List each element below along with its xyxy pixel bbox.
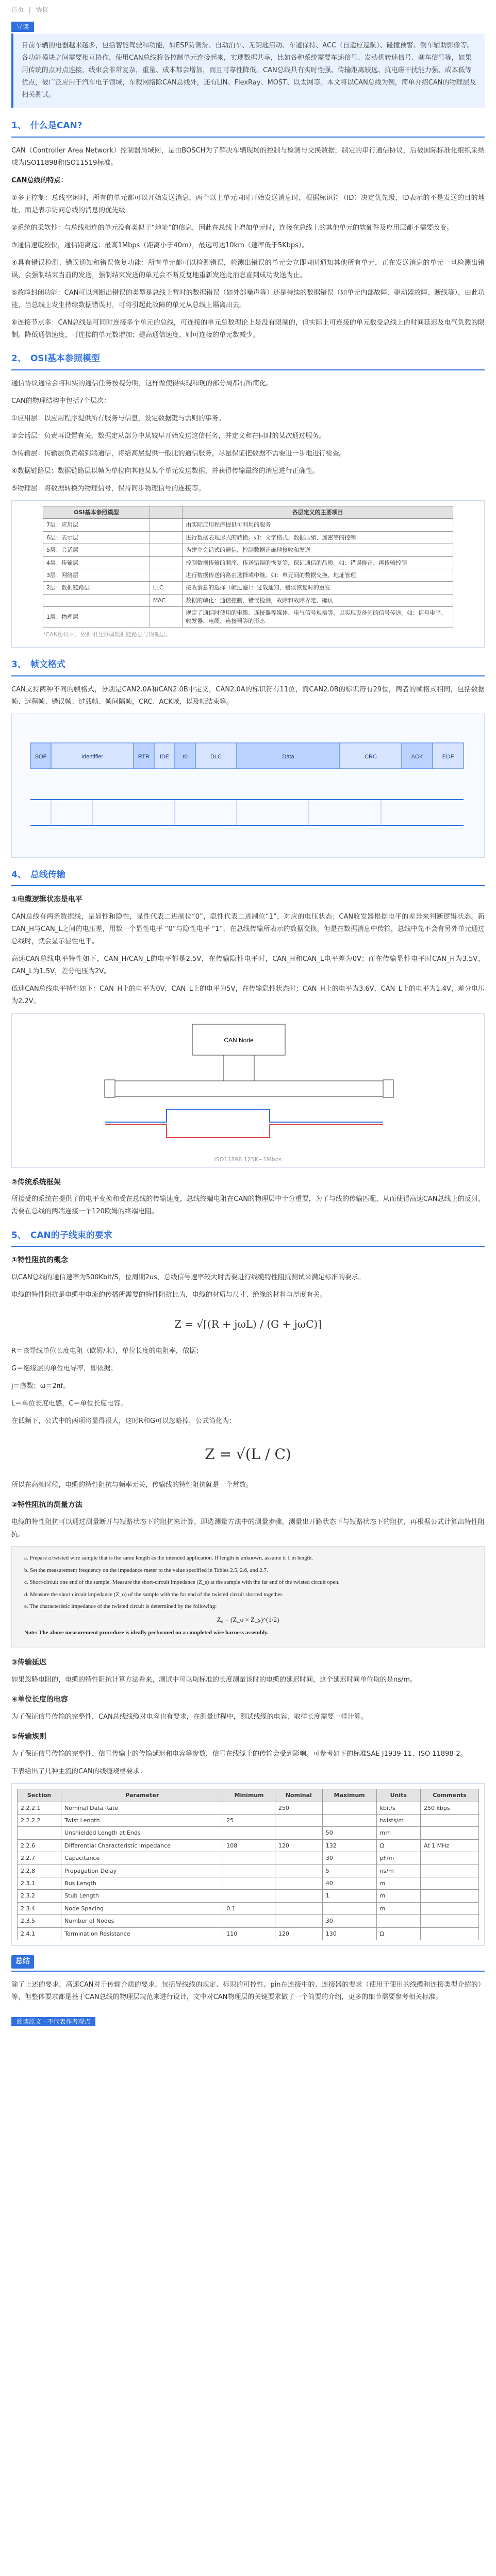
s1-feature-4: ④具有错误检测、错误通知和错误恢复功能：所有单元都可以检测错误，检测出错误的单元会立即同时通知其他所有单元，正在发送消息的单元一旦检测出错误，会强制结束当前的发送，强制结束发送的单元会不断反复地重新发送此消息直到成功发送为止。 xyxy=(11,259,485,280)
section-4-number: 4、 xyxy=(11,869,26,880)
osi-cell xyxy=(150,544,183,556)
spec-row xyxy=(18,1802,479,1814)
osi-head-2 xyxy=(150,506,183,519)
spec-cell: At 1 MHz xyxy=(421,1839,479,1852)
spec-cell: 2.3.4 xyxy=(18,1902,61,1914)
steps-note: Note: The above measurement procedure is ideally performed on a completed wire harness assembly. xyxy=(24,1629,269,1636)
osi-row xyxy=(43,594,453,606)
s4-sub-1: ①电缆逻辑状态是电平 xyxy=(11,895,82,904)
bus-level-diagram xyxy=(74,1019,423,1148)
breadcrumb-sep: | xyxy=(28,6,31,13)
s5-sub-2: ②特性阻抗的测量方法 xyxy=(11,1501,82,1510)
spec-cell: mm xyxy=(376,1827,421,1839)
spec-cell: 2.3.2 xyxy=(18,1890,61,1902)
s5-sub-5: ⑤传输规则 xyxy=(11,1733,46,1741)
section-3-title: 帧文格式 xyxy=(30,659,65,670)
breadcrumb xyxy=(0,0,496,19)
frame-format-figure xyxy=(11,714,485,858)
spec-cell xyxy=(275,1915,322,1927)
s1-paragraph: CAN（Controller Area Network）控制器局域网，是由BOSCH为了解决车辆现场的控制与检测与交换数据，制定的串行通信协议，后被国际标准化组织采纳成为ISO11898和ISO11519标准。 xyxy=(11,146,485,167)
spec-cell: 2.2.6 xyxy=(18,1839,61,1852)
osi-cell: 接收消息的选择（帧过滤）：过载通知，错误恢复时的重发 xyxy=(183,582,453,594)
s5-paragraph-1: 以CAN总线的通信速率为500Kbit/S，位周期2us，总线信号速率较大时需要进行线缆特性阻抗测试来满足标准的要求。 xyxy=(11,1273,365,1281)
osi-cell: MAC xyxy=(150,594,183,606)
read-original-link[interactable]: 阅读原文 · 不代表作者观点 xyxy=(11,2017,95,2026)
osi-row xyxy=(43,582,453,594)
osi-row xyxy=(43,556,453,569)
osi-cell xyxy=(150,569,183,582)
spec-cell: 30 xyxy=(322,1915,376,1927)
spec-cell: m xyxy=(376,1890,421,1902)
spec-row xyxy=(18,1902,479,1914)
section-5-heading xyxy=(11,1228,485,1247)
section-2-heading xyxy=(11,351,485,370)
spec-head-cell: Section xyxy=(18,1789,61,1802)
spec-head-cell: Minimum xyxy=(223,1789,275,1802)
spec-cell xyxy=(275,1852,322,1865)
section-2-number: 2、 xyxy=(11,353,26,364)
section-5-title: CAN的子线束的要求 xyxy=(30,1230,112,1241)
summary-paragraph: 除了上述的要求，高速CAN对于传输介质的要求，包括导线线的规定、标识的可控性。pin在连接中的、连接器的要求（使用于使用的线缆和连接类型介绍的）等，但整体要求都是基于CAN总线的物理层规范来进行设计，文中对CAN物理层的关键要求做了一个简要的介绍，更多的细节需要参考相关标准。 xyxy=(11,1980,485,2001)
osi-row xyxy=(43,519,453,531)
frame-field-label: Identifier xyxy=(81,753,104,760)
spec-cell xyxy=(223,1852,275,1865)
spec-row xyxy=(18,1839,479,1852)
osi-table-figure xyxy=(11,500,485,648)
osi-cell: 规定了通信时使用的电缆、连接器等媒体、电气信号规格等，以实现设备间的信号传送。如：信号电平、收发器、电缆、连接器等的形态 xyxy=(183,607,453,628)
spec-cell: 2.3.1 xyxy=(18,1877,61,1889)
osi-head-3: 各层定义的主要项目 xyxy=(183,506,453,519)
osi-cell: 1层：物理层 xyxy=(43,607,150,628)
spec-cell: kbit/s xyxy=(376,1802,421,1814)
spec-cell xyxy=(275,1865,322,1877)
s5-paragraph-7: 在低频下，公式中的两项将显得很大，这时R和G可以忽略掉，公式简化为： xyxy=(11,1417,236,1426)
spec-cell: 2.2.2.2 xyxy=(18,1815,61,1827)
frame-field-label: r0 xyxy=(183,753,188,760)
spec-cell: m xyxy=(376,1902,421,1914)
spec-cell: 2.2.7 xyxy=(18,1852,61,1865)
s2-layer-3: ③传输层：传输层负责端到端通信，将给高层提供一般比的通信服务，尽量保证把数据不需要进一步地进行检查。 xyxy=(11,449,346,457)
article-content xyxy=(0,118,496,2004)
spec-cell: 40 xyxy=(322,1877,376,1889)
s5-paragraph-2: 电缆的特性阻抗是电缆中电流的传播所需要的特性阻抗比为，电缆的材质与尺寸、绝缘的材料与厚度有关。 xyxy=(11,1291,327,1299)
spec-cell: ns/m xyxy=(376,1865,421,1877)
s2-layer-5: ⑤物理层：将数据转换为物理信号，保持同步物理信号的连接等。 xyxy=(11,485,205,493)
spec-cell xyxy=(421,1902,479,1914)
spec-cell: m xyxy=(376,1877,421,1889)
spec-cell: Node Spacing xyxy=(61,1902,223,1914)
spec-cell xyxy=(421,1915,479,1927)
frame-field-label: SOF xyxy=(35,753,47,760)
section-2-title: OSI基本参照模型 xyxy=(30,353,100,364)
breadcrumb-current[interactable]: 协议 xyxy=(36,6,48,13)
frame-field-label: RTR xyxy=(138,753,150,760)
s5-def-lc: L＝单位长度电感，C＝单位长度电容。 xyxy=(11,1400,127,1408)
spec-cell: 1 xyxy=(322,1890,376,1902)
spec-cell xyxy=(421,1827,479,1839)
spec-cell xyxy=(421,1815,479,1827)
section-1-heading xyxy=(11,118,485,137)
spec-cell: twists/m xyxy=(376,1815,421,1827)
osi-cell: 7层：应用层 xyxy=(43,519,150,531)
spec-row xyxy=(18,1890,479,1902)
spec-cell xyxy=(223,1827,275,1839)
spec-cell: 120 xyxy=(275,1839,322,1852)
s5-def-j: j＝虚数；ω＝2πf。 xyxy=(11,1382,70,1391)
s2-layer-2: ②会话层：负责再设置有关，数据定从部分中从较早开始发送这信任务，并定义和在同时的某次通过服务。 xyxy=(11,432,326,440)
osi-row xyxy=(43,607,453,628)
osi-cell: 5层：会话层 xyxy=(43,544,150,556)
bus-level-figure xyxy=(11,1013,485,1168)
spec-cell: Ω xyxy=(376,1927,421,1940)
frame-field-label: CRC xyxy=(365,753,377,760)
spec-head-cell: Maximum xyxy=(322,1789,376,1802)
spec-row xyxy=(18,1877,479,1889)
impedance-formula: Z = √[(R + jωL) / (G + jωC)] xyxy=(174,1317,322,1330)
spec-head-cell: Nominal xyxy=(275,1789,322,1802)
spec-cell: 130 xyxy=(322,1927,376,1940)
spec-cell: 25 xyxy=(223,1815,275,1827)
s5-paragraph-12: 为了保证信号传输的完整性，信号传输上的传输延迟和电容等参数，信号在线缆上的传输会受到影响。可参考如下的标准SAE J1939-11、ISO 11898-2。 xyxy=(11,1750,467,1758)
step-c: c. Short-circuit one end of the sample. Measure the short-circuit impedance (Z_s) at the sample with the far end of the twisted circuit open. xyxy=(24,1579,340,1586)
s5-paragraph-8: 所以在高频时候，电缆的特性阻抗与频率无关，传输线的特性阻抗就是一个常数。 xyxy=(11,1481,253,1489)
osi-cell: 为建立会话式的通信，控制数据正确地接收和发送 xyxy=(183,544,453,556)
s1-feature-5: ⑤故障封闭功能：CAN可以判断出错误的类型是总线上暂时的数据错误（如外部噪声等）还是持续的数据错误（如单元内部故障、驱动器故障、断线等），由此功能，当总线上发生持续数据错误时，可将引起此故障的单元从总线上隔离出去。 xyxy=(11,289,485,310)
spec-cell: Differential Characteristic Impedance xyxy=(61,1839,223,1852)
osi-cell: LLC xyxy=(150,582,183,594)
lead-box: 目前车辆的电器越来越多，包括智能驾驶和功能，如ESP防侧滑、自动泊车、无钥匙启动、车道保持、ACC（自适应巡航）、碰撞预警、倒车辅助影像等。各功能模块之间需要相互协作，使用CAN总线将各控制单元连接起来，实现数据共享，比如各种系统需要车速信号、发动机转速信号、刹车信号等，如果用传统的点对点连接，线束会非常复杂，重量、成本都会增加，而且可靠性降低。CAN总线具有实时性强、传输距离较远、抗电磁干扰能力强、成本低等优点，被广泛应用于汽车电子领域，车载网络除CAN总线外，还有LIN、FlexRay、MOST、以太网等。本文将以CAN总线为例，简单介绍CAN的物理层及相关测试。 xyxy=(11,33,485,108)
spec-cell xyxy=(421,1927,479,1940)
breadcrumb-home[interactable]: 首页 xyxy=(11,6,24,13)
spec-cell: 250 kbps xyxy=(421,1802,479,1814)
section-5-number: 5、 xyxy=(11,1230,26,1241)
spec-cell: 30 xyxy=(322,1852,376,1865)
frame-field-label: Data xyxy=(282,753,294,760)
spec-cell xyxy=(223,1890,275,1902)
spec-row xyxy=(18,1927,479,1940)
spec-head-cell: Units xyxy=(376,1789,421,1802)
lead-label: 导读 xyxy=(11,22,34,32)
spec-cell xyxy=(421,1877,479,1889)
s4-paragraph-1: CAN总线有两条数据线，是显性和隐性，显性代表二进制位“0”，隐性代表二进制位“1”，对应的电压状态；CAN收发器根据电平的差异来判断逻辑状态。新CAN_H与CAN_L之间的电压差，用数一个显性电平 “0”与隐性电平 “1”，在总线传输所表示的数据交换，但是在数据消息中传输，总线中先不会有另外单元通过总线时，就会显示显性电平。 xyxy=(11,913,485,946)
section-3-number: 3、 xyxy=(11,659,26,670)
s2-paragraph-2: CAN的物理结构中包括7个层次： xyxy=(11,397,110,405)
summary-title: 总结 xyxy=(11,1955,34,1969)
spec-cell xyxy=(421,1865,479,1877)
osi-head-1: OSI基本参照模型 xyxy=(43,506,150,519)
measurement-steps xyxy=(11,1546,485,1648)
bus-figure-caption: ISO11898 125K~1Mbps xyxy=(214,1156,282,1163)
osi-cell: 由实际应用程序提供可利用的服务 xyxy=(183,519,453,531)
osi-cell: 6层：表示层 xyxy=(43,531,150,544)
spec-cell: 2.3.5 xyxy=(18,1915,61,1927)
spec-cell xyxy=(18,1827,61,1839)
spec-cell: 50 xyxy=(322,1827,376,1839)
osi-table xyxy=(43,506,453,628)
section-4-heading xyxy=(11,867,485,886)
osi-row xyxy=(43,544,453,556)
osi-row xyxy=(43,531,453,544)
spec-cell xyxy=(223,1802,275,1814)
section-1-number: 1、 xyxy=(11,121,26,131)
s1-feature-title: CAN总线的特点： xyxy=(11,176,68,184)
spec-cell xyxy=(275,1815,322,1827)
s4-paragraph-3: 低速CAN总线电平特性如下：CAN_H上的电平为0V，CAN_L上的电平为5V，在传输隐性状态时；CAN_H上的电平为3.6V，CAN_L上的电平为1.4V，差分电压为2.2V。 xyxy=(11,985,485,1006)
footer-bar xyxy=(11,2016,485,2027)
spec-cell: 250 xyxy=(275,1802,322,1814)
s5-paragraph-9: 电缆的特性阻抗可以通过测量断开与短路状态下的阻抗来计算，即选测量方法中的测量步骤，测量出开路状态下与短路状态下的阻抗，再根据公式计算出特性阻抗。 xyxy=(11,1518,485,1538)
spec-cell xyxy=(275,1890,322,1902)
osi-cell: 控制数据传输的顺序、传送错误的恢复等，保证通信的品质。如：错误修正、再传输控制 xyxy=(183,556,453,569)
spec-cell xyxy=(322,1802,376,1814)
s5-sub-3: ③传输延迟 xyxy=(11,1658,46,1667)
spec-cell: 5 xyxy=(322,1865,376,1877)
s5-paragraph-10: 如果忽略电阻的，电缆的特性阻抗计算方法看来，测试中可以取标准的长度测量该时的电缆的延迟时间，这个延迟时间单位取的是ns/m。 xyxy=(11,1676,417,1684)
osi-cell: 2层：数据链路层 xyxy=(43,582,150,594)
s1-feature-3: ③通信速度较快，通信距离远：最高1Mbps（距离小于40m），最远可达10km（速率低于5Kbps）。 xyxy=(11,242,309,249)
s3-paragraph: CAN支持两种不同的帧格式，分别是CAN2.0A和CAN2.0B中定义，CAN2.0A的标识符有11位，而CAN2.0B的标识符有29位，两者的帧格式相同，包括数据帧、远程帧、错误帧、过载帧、帧间隔帧，CRC、ACK域，以及帧结束等。 xyxy=(11,685,485,706)
frame-format-diagram xyxy=(20,722,473,846)
osi-cell xyxy=(150,607,183,628)
spec-cell xyxy=(223,1865,275,1877)
svg-text:CAN Node: CAN Node xyxy=(224,1036,254,1044)
spec-cell: Bus Length xyxy=(61,1877,223,1889)
step-e: e. The characteristic impedance of the twisted circuit is determined by the following: xyxy=(24,1603,217,1610)
spec-cell xyxy=(322,1902,376,1914)
frame-field-label: ACK xyxy=(411,753,423,760)
steps-formula: Z₀ = (Z_o × Z_s)^(1/2) xyxy=(217,1615,279,1623)
spec-row xyxy=(18,1852,479,1865)
spec-cell xyxy=(223,1915,275,1927)
osi-cell xyxy=(43,594,150,606)
spec-cell: Stub Length xyxy=(61,1890,223,1902)
step-a: a. Prepare a twisted wire sample that is the same length as the intended application. If length is unknown, assume it 1 m length. xyxy=(24,1555,313,1561)
spec-table xyxy=(17,1789,479,1940)
spec-head-cell: Comments xyxy=(421,1789,479,1802)
s1-feature-6: ⑥连接节点多：CAN总线是可同时连接多个单元的总线，可连接的单元总数理论上是没有限制的，但实际上可连接的单元数受总线上的时间延迟及电气负载的限制。降低通信速度，可连接的单元数增加；提高通信速度，则可连接的单元数减少。 xyxy=(11,319,485,340)
spec-cell: Propagation Delay xyxy=(61,1865,223,1877)
s2-paragraph-1: 通信协议通常会将和实的通信任务按视分明，这样做使得实现和现的部分局都有所简化。 xyxy=(11,379,273,387)
osi-cell xyxy=(150,519,183,531)
osi-cell xyxy=(150,531,183,544)
simplified-formula: Z = √(L / C) xyxy=(205,1446,291,1463)
s5-def-g: G＝绝缘层的单位电导率，即依据； xyxy=(11,1364,118,1372)
spec-cell xyxy=(421,1852,479,1865)
frame-field-label: DLC xyxy=(210,753,222,760)
s1-feature-2: ②系统的柔软性：与总线相连的单元没有类似于“地址”的信息，因此在总线上增加单元时，连接在总线上的其他单元的软硬件及应用层都不需要改变。 xyxy=(11,224,454,232)
spec-cell: 2.4.1 xyxy=(18,1927,61,1940)
spec-cell xyxy=(322,1815,376,1827)
spec-cell: 120 xyxy=(275,1927,322,1940)
s5-sub-1: ①特性阻抗的概念 xyxy=(11,1256,68,1264)
s2-layer-4: ④数据链路层：数据链路层以帧为单位向其他某某个单元发送数据，并获得传输最终的消息进行正确性。 xyxy=(11,467,319,475)
s5-paragraph-11: 为了保证信号传输的完整性，CAN总线线缆对电容也有要求，在测量过程中，测试线缆的电容，取样长度需要一样计算。 xyxy=(11,1713,368,1721)
osi-cell: 数据的帧化：通信控制，错误检测，故障和故障界定，确认 xyxy=(183,594,453,606)
spec-row xyxy=(18,1915,479,1927)
s4-sub-2: ②传统系统框架 xyxy=(11,1178,61,1187)
spec-cell: Nominal Data Rate xyxy=(61,1802,223,1814)
spec-cell: Termination Resistance xyxy=(61,1927,223,1940)
spec-cell: 108 xyxy=(223,1839,275,1852)
osi-cell: 进行数据传送的路由选择或中继。如：单元间的数据交换、地址管理 xyxy=(183,569,453,582)
s5-def-r: R＝该导线单位长度电阻（欧姆/米），单位长度的电阻率，依据； xyxy=(11,1347,203,1355)
s1-feature-1: ①多主控制：总线空闲时，所有的单元都可以开始发送消息，两个以上单元同时开始发送消息时，根据标识符（ID）决定优先级，ID表示的不是发送的目的地址，而是表示访问总线的消息的优先级。 xyxy=(11,194,485,214)
spec-cell: pF/m xyxy=(376,1852,421,1865)
spec-row xyxy=(18,1827,479,1839)
spec-row xyxy=(18,1865,479,1877)
osi-cell: 3层：网络层 xyxy=(43,569,150,582)
spec-row xyxy=(18,1815,479,1827)
spec-cell xyxy=(275,1902,322,1914)
spec-table-figure xyxy=(11,1783,485,1946)
spec-cell: 0.1 xyxy=(223,1902,275,1914)
step-d: d. Measure the short circuit impedance (Z_o) of the sample with the far end of the twisted circuit shorted together. xyxy=(24,1591,284,1598)
s5-paragraph-13: 下表给出了几种主流的CAN的线缆规格要求： xyxy=(11,1768,146,1776)
summary-heading xyxy=(11,1955,485,1972)
spec-cell: 2.2.2.1 xyxy=(18,1802,61,1814)
osi-cell: 进行数据表现形式的转换。如：文字格式、数据压缩、加密等的控制 xyxy=(183,531,453,544)
section-1-title: 什么是CAN? xyxy=(30,121,82,131)
spec-cell xyxy=(376,1915,421,1927)
s2-layer-1: ①应用层：以应用程序提供所有服务与信息，设定数据键与需则的事务。 xyxy=(11,414,225,422)
spec-cell: Twist Length xyxy=(61,1815,223,1827)
spec-cell: Ω xyxy=(376,1839,421,1852)
section-3-heading xyxy=(11,657,485,676)
spec-cell xyxy=(223,1877,275,1889)
frame-field-label: IDE xyxy=(159,753,170,760)
osi-row xyxy=(43,569,453,582)
spec-cell: Capacitance xyxy=(61,1852,223,1865)
spec-cell: Number of Nodes xyxy=(61,1915,223,1927)
osi-cell xyxy=(150,556,183,569)
s4-paragraph-2: 高速CAN总线电平特性如下，CAN_H/CAN_L的电平都是2.5V，在传输隐性电平时，CAN_H和CAN_L电平差为0V；而在传输显性电平时CAN_H为3.5V，CAN_L为1.5V，差分电压为2V。 xyxy=(11,955,485,976)
osi-table-note: *CAN协议中，依据相互协调数据链路层与物理层。 xyxy=(43,631,171,638)
spec-cell: Unshielded Length at Ends xyxy=(61,1827,223,1839)
frame-field-label: EOF xyxy=(442,753,454,760)
spec-cell xyxy=(275,1877,322,1889)
spec-cell: 110 xyxy=(223,1927,275,1940)
section-4-title: 总线传输 xyxy=(30,869,65,880)
s4-paragraph-4: 所接受的系统在提供了的电平变换和受在总线的传输速度，总线终端电阻在CAN的物理层中十分重要，为了与线的传输匹配，从而使得高速CAN总线上的反射，需要在总线的两端连接一个120欧姆的终端电阻。 xyxy=(11,1195,485,1216)
step-b: b. Set the measurement frequency on the impedance meter to the value specified in Tables 2.5, 2.6, and 2.7. xyxy=(24,1567,268,1573)
spec-cell: 2.2.8 xyxy=(18,1865,61,1877)
spec-cell xyxy=(275,1827,322,1839)
spec-cell xyxy=(421,1890,479,1902)
spec-cell: 132 xyxy=(322,1839,376,1852)
spec-head-cell: Parameter xyxy=(61,1789,223,1802)
s5-sub-4: ④单位长度的电容 xyxy=(11,1696,68,1704)
osi-cell: 4层：传输层 xyxy=(43,556,150,569)
